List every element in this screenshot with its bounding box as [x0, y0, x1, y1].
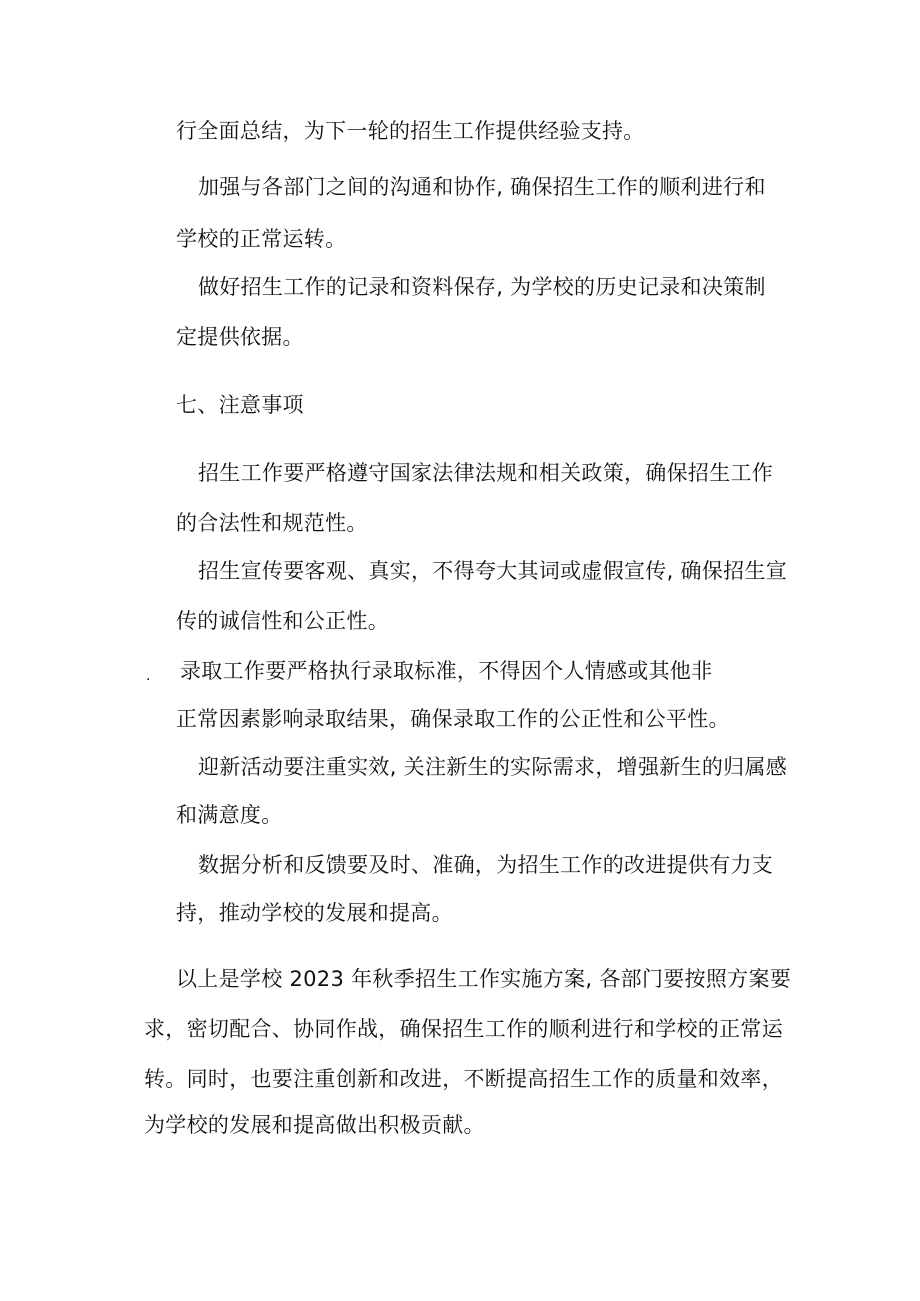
paragraph-line: 为学校的发展和提高做出积极贡献。 — [144, 1113, 485, 1137]
paragraph-line: 学校的正常运转。 — [176, 227, 347, 251]
paragraph-line: 求，密切配合、协同作战，确保招生工作的顺利进行和学校的正常运 — [144, 1017, 783, 1041]
paragraph-line: 和满意度。 — [176, 803, 283, 827]
paragraph-line: 以上是学校 2023 年秋季招生工作实施方案, 各部门要按照方案要 — [176, 967, 792, 991]
paragraph-line: 传的诚信性和公正性。 — [176, 609, 389, 633]
paragraph-line: 加强与各部门之间的沟通和协作, 确保招生工作的顺利进行和 — [198, 175, 766, 199]
paragraph-line: 迎新活动要注重实效, 关注新生的实际需求，增强新生的归属感 — [198, 755, 788, 779]
paragraph-line: 数据分析和反馈要及时、准确，为招生工作的改进提供有力支 — [198, 853, 774, 877]
paragraph-line: 招生工作要严格遵守国家法律法规和相关政策，确保招生工作 — [198, 461, 774, 485]
paragraph-line: 行全面总结，为下一轮的招生工作提供经验支持。 — [176, 119, 645, 143]
paragraph-line: 录取工作要严格执行录取标准，不得因个人情感或其他非 — [180, 659, 713, 683]
paragraph-line: 的合法性和规范性。 — [176, 511, 368, 535]
bullet-marker: . — [146, 668, 151, 684]
paragraph-line: 持，推动学校的发展和提高。 — [176, 901, 453, 925]
paragraph-line: 做好招生工作的记录和资料保存, 为学校的历史记录和决策制 — [198, 275, 766, 299]
paragraph-line: 正常因素影响录取结果，确保录取工作的公正性和公平性。 — [176, 707, 730, 731]
paragraph-line: 转。同时，也要注重创新和改进，不断提高招生工作的质量和效率， — [144, 1067, 783, 1091]
paragraph-line: 定提供依据。 — [176, 325, 304, 349]
paragraph-line: 招生宣传要客观、真实，不得夸大其词或虚假宣传, 确保招生宣 — [198, 559, 788, 583]
section-heading: 七、注意事项 — [176, 393, 304, 417]
